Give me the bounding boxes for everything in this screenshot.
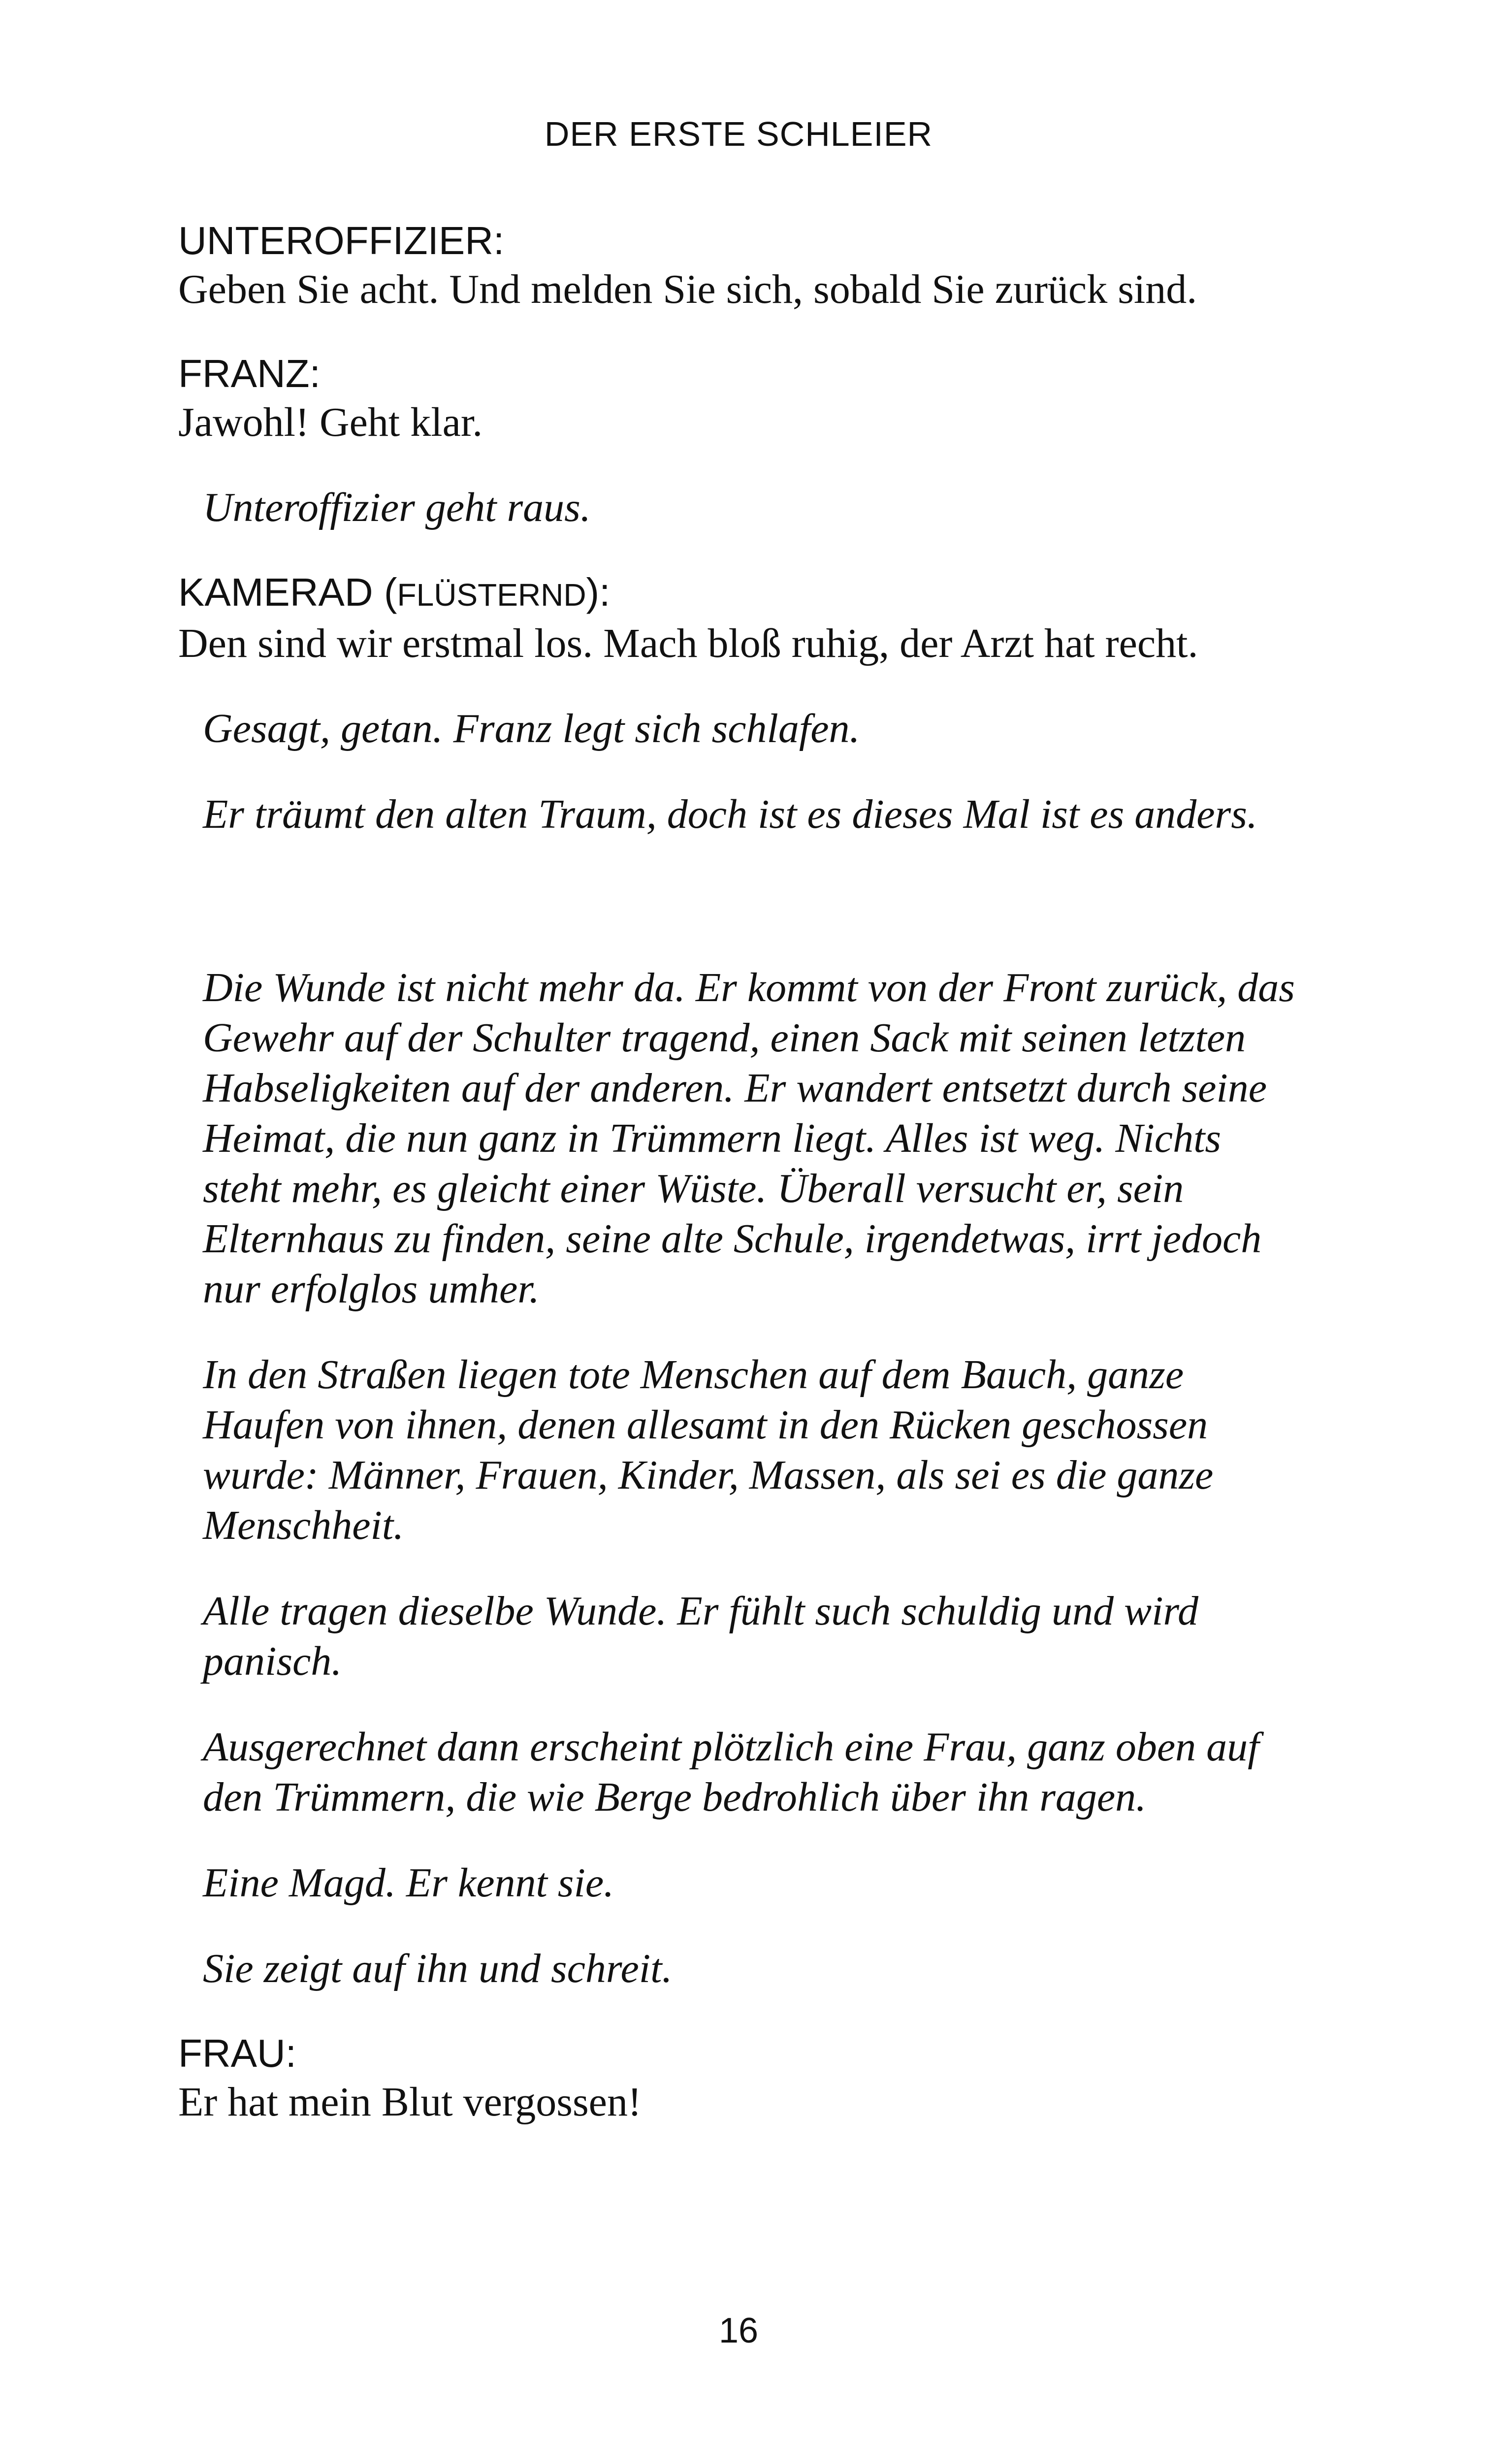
speaker-name: FRAU xyxy=(178,2031,286,2075)
dialogue-line: Jawohl! Geht klar. xyxy=(178,399,483,445)
speaker-label xyxy=(178,2029,1311,2078)
dialogue-line: Er hat mein Blut vergossen! xyxy=(178,2079,642,2125)
stage-direction: In den Straßen liegen tote Menschen auf dem Bauch, ganze Haufen von ihnen, denen allesamt in den Rücken geschossen wurde: Männer, Frauen, Kinder, Massen, als sei es die ganze Menschheit. xyxy=(203,1352,1214,1548)
stage-direction: Alle tragen dieselbe Wunde. Er fühlt such schuldig und wird panisch. xyxy=(203,1588,1198,1684)
stage-direction: Er träumt den alten Traum, doch ist es dieses Mal ist es anders. xyxy=(203,791,1257,837)
speaker-direction: FLÜSTERND xyxy=(397,577,586,613)
stage-direction: Unteroffizier geht raus. xyxy=(203,485,591,530)
speaker-name: FRANZ xyxy=(178,352,310,395)
speaker-label xyxy=(178,350,1311,398)
paren-close: ): xyxy=(586,570,611,614)
play-text xyxy=(178,217,1311,2162)
stage-direction: Die Wunde ist nicht mehr da. Er kommt von der Front zurück, das Gewehr auf der Schulter tragend, einen Sack mit seinen letzten Habseligkeiten auf der anderen. Er wandert entsetzt durch seine Heimat, die nun ganz in Trümmern liegt. Alles ist weg. Nichts steht mehr, es gleicht einer Wüste. Überall versucht er, sein Elternhaus zu finden, seine alte Schule, irgendetwas, irrt jedoch nur erfolglos umher. xyxy=(203,965,1295,1312)
page-number: 16 xyxy=(718,2311,759,2350)
speaker-label xyxy=(178,217,1311,265)
stage-direction: Eine Magd. Er kennt sie. xyxy=(203,1860,614,1906)
speaker-name: KAMERAD xyxy=(178,570,373,614)
running-header: DER ERSTE SCHLEIER xyxy=(544,115,933,153)
speaker-colon: : xyxy=(285,2031,297,2075)
stage-direction: Ausgerechnet dann erscheint plötzlich eine Frau, ganz oben auf den Trümmern, die wie Berge bedrohlich über ihn ragen. xyxy=(203,1724,1259,1820)
stage-direction: Sie zeigt auf ihn und schreit. xyxy=(203,1946,673,1991)
dialogue-line: Den sind wir erstmal los. Mach bloß ruhig, der Arzt hat recht. xyxy=(178,620,1198,666)
dialogue-line: Geben Sie acht. Und melden Sie sich, sobald Sie zurück sind. xyxy=(178,266,1197,312)
speaker-label xyxy=(178,568,1311,619)
speaker-name: UNTEROFFIZIER xyxy=(178,219,493,262)
stage-direction: Gesagt, getan. Franz legt sich schlafen. xyxy=(203,706,860,751)
paren-open: ( xyxy=(373,570,397,614)
speaker-colon: : xyxy=(493,219,505,262)
speaker-colon: : xyxy=(309,352,321,395)
